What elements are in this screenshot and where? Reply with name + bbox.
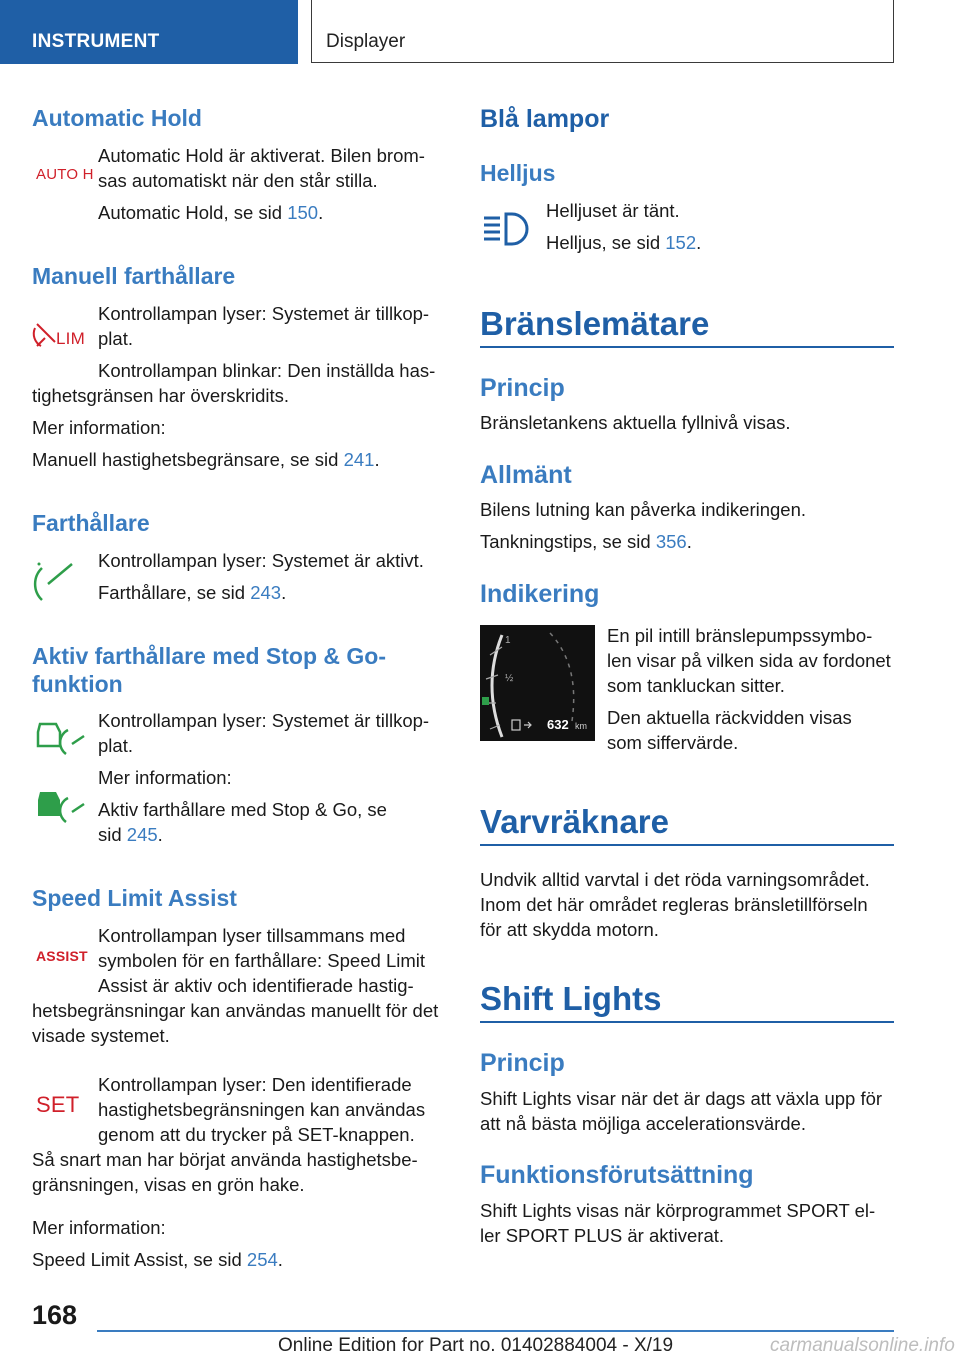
sla-ref bbox=[32, 1247, 283, 1272]
ref-text: Speed Limit Assist, se sid bbox=[32, 1249, 247, 1270]
set-icon: SET bbox=[36, 1092, 80, 1117]
gauge-range-value: 632 bbox=[547, 717, 569, 732]
shift-p1: Shift Lights visar när det är dags att växla upp för bbox=[480, 1088, 883, 1109]
heading-rule bbox=[480, 346, 894, 348]
page-number: 168 bbox=[32, 1300, 78, 1330]
ref-end: . bbox=[318, 202, 324, 223]
acc-l2: plat. bbox=[98, 735, 133, 756]
heading-acc-2: funktion bbox=[32, 671, 123, 697]
heading-fuel-indication: Indikering bbox=[480, 580, 600, 608]
auto-hold-text-1: Automatic Hold är aktiverat. Bilen brom‐ bbox=[98, 145, 425, 166]
high-beam-l1: Helljuset är tänt. bbox=[546, 200, 680, 221]
sla-l5: visade systemet. bbox=[32, 1025, 170, 1046]
acc-ref-2 bbox=[98, 822, 163, 847]
indication-l1: En pil intill bränslepumpssymbo‐ bbox=[607, 625, 873, 646]
cruise-control-icon bbox=[36, 558, 78, 604]
heading-speed-limit-assist: Speed Limit Assist bbox=[32, 885, 237, 911]
heading-acc-1: Aktiv farthållare med Stop & Go- bbox=[32, 643, 387, 669]
ref-text: Farthållare, se sid bbox=[98, 582, 251, 603]
ref-end: . bbox=[696, 232, 702, 253]
tacho-l2: Inom det här området regleras bränsletillförseln bbox=[480, 894, 868, 915]
heading-fuel-gauge: Bränslemätare bbox=[480, 305, 710, 342]
manual-cruise-l4: tighetsgränsen har överskridits. bbox=[32, 385, 290, 406]
page-link-356[interactable]: 356 bbox=[655, 531, 687, 552]
heading-rule bbox=[480, 1021, 894, 1023]
page-header-title: Displayer bbox=[326, 31, 406, 52]
manual-cruise-l1: Kontrollampan lyser: Systemet är tillkop‐ bbox=[98, 303, 430, 324]
manual-cruise-ref bbox=[32, 447, 380, 472]
heading-rule bbox=[480, 844, 894, 846]
heading-automatic-hold: Automatic Hold bbox=[32, 105, 202, 131]
heading-cruise: Farthållare bbox=[32, 510, 150, 536]
sla-s1: Kontrollampan lyser: Den identifierade bbox=[98, 1074, 412, 1095]
heading-shift-lights: Shift Lights bbox=[480, 980, 662, 1017]
gauge-top-label: 1 bbox=[505, 635, 511, 646]
lim-label: LIM bbox=[56, 329, 85, 348]
acc-l1: Kontrollampan lyser: Systemet är tillkop‐ bbox=[98, 710, 430, 731]
tacho-l3: för att skydda motorn. bbox=[480, 919, 659, 940]
auto-hold-ref bbox=[98, 200, 323, 225]
high-beam-icon bbox=[482, 212, 532, 248]
section-tab bbox=[0, 0, 298, 64]
sla-more: Mer information: bbox=[32, 1217, 166, 1238]
auto-hold-text-2: sas automatiskt när den står stilla. bbox=[98, 170, 378, 191]
indication-l2: len visar på vilken sida av fordonet bbox=[607, 650, 891, 671]
heading-fuel-principle: Princip bbox=[480, 374, 565, 402]
fuel-general-text: Bilens lutning kan påverka indikeringen. bbox=[480, 499, 807, 520]
cruise-l1: Kontrollampan lyser: Systemet är aktivt. bbox=[98, 550, 424, 571]
heading-high-beam: Helljus bbox=[480, 160, 556, 186]
indication-l4: Den aktuella räckvidden visas bbox=[607, 707, 852, 728]
sla-s4: Så snart man har börjat använda hastighetsbe‐ bbox=[32, 1149, 418, 1170]
ref-end: . bbox=[157, 824, 163, 845]
tacho-l1: Undvik alltid varvtal i det röda varningsområdet. bbox=[480, 869, 870, 890]
footer-rule bbox=[97, 1330, 894, 1332]
sla-l2: symbolen för en farthållare: Speed Limit bbox=[98, 950, 426, 971]
page-link-243[interactable]: 243 bbox=[250, 582, 282, 603]
heading-manual-cruise: Manuell farthållare bbox=[32, 263, 236, 289]
acc-more: Mer information: bbox=[98, 767, 232, 788]
sla-s2: hastighetsbegränsningen kan användas bbox=[98, 1099, 426, 1120]
sla-s5: gränsningen, visas en grön hake. bbox=[32, 1174, 305, 1195]
section-label: INSTRUMENT bbox=[32, 31, 160, 52]
page-link-152[interactable]: 152 bbox=[665, 232, 697, 253]
sla-l3: Assist är aktiv och identifierade hastig‐ bbox=[98, 975, 414, 996]
ref-text: Helljus, se sid bbox=[546, 232, 666, 253]
assist-icon: ASSIST bbox=[36, 948, 88, 964]
page-link-241[interactable]: 241 bbox=[343, 449, 375, 470]
active-cruise-vehicle-icon bbox=[36, 788, 86, 828]
shift-r2: ler SPORT PLUS är aktiverat. bbox=[480, 1225, 725, 1246]
auto-hold-icon: AUTO H bbox=[36, 166, 94, 183]
sla-l4: hetsbegränsningar kan användas manuellt för det bbox=[32, 1000, 439, 1021]
gauge-range-unit: km bbox=[575, 721, 587, 731]
fuel-tips-ref bbox=[480, 529, 692, 554]
page-link-254[interactable]: 254 bbox=[246, 1249, 278, 1270]
gauge-half-label: ½ bbox=[505, 673, 514, 684]
shift-r1: Shift Lights visas när körprogrammet SPORT el‐ bbox=[480, 1200, 876, 1221]
shift-p2: att nå bästa möjliga accelerationsvärde. bbox=[480, 1113, 806, 1134]
page-header bbox=[311, 0, 894, 63]
heading-tachometer: Varvräknare bbox=[480, 803, 669, 840]
ref-text: Tankningstips, se sid bbox=[480, 531, 656, 552]
cruise-ref bbox=[98, 580, 286, 605]
high-beam-ref bbox=[546, 230, 701, 255]
ref-text: Manuell hastighetsbegränsare, se sid bbox=[32, 449, 344, 470]
watermark: carmanualsonline.info bbox=[770, 1335, 955, 1356]
ref-end: . bbox=[686, 531, 692, 552]
ref-end: . bbox=[374, 449, 380, 470]
footer-edition: Online Edition for Part no. 01402884004 - X/19 bbox=[278, 1335, 674, 1356]
manual-cruise-l2: plat. bbox=[98, 328, 133, 349]
manual-cruise-l3: Kontrollampan blinkar: Den inställda has‐ bbox=[98, 360, 436, 381]
indication-l3: som tankluckan sitter. bbox=[607, 675, 785, 696]
heading-fuel-general: Allmänt bbox=[480, 461, 572, 489]
ref-end: . bbox=[277, 1249, 283, 1270]
sla-l1: Kontrollampan lyser tillsammans med bbox=[98, 925, 406, 946]
ref-text: sid bbox=[98, 824, 127, 845]
ref-end: . bbox=[281, 582, 287, 603]
page-link-245[interactable]: 245 bbox=[126, 824, 158, 845]
heading-blue-lamps: Blå lampor bbox=[480, 105, 610, 133]
heading-shift-requirement: Funktionsförutsättning bbox=[480, 1161, 754, 1189]
sla-s3: genom att du trycker på SET-knappen. bbox=[98, 1124, 415, 1145]
page-link-150[interactable]: 150 bbox=[287, 202, 319, 223]
fuel-principle-text: Bränsletankens aktuella fyllnivå visas. bbox=[480, 412, 791, 433]
active-cruise-icon bbox=[36, 718, 86, 758]
heading-shift-principle: Princip bbox=[480, 1049, 565, 1077]
manual-cruise-more: Mer information: bbox=[32, 417, 166, 438]
speed-limiter-icon bbox=[35, 320, 57, 348]
acc-ref-1: Aktiv farthållare med Stop & Go, se bbox=[98, 799, 387, 820]
fuel-gauge-image bbox=[480, 625, 595, 741]
ref-text: Automatic Hold, se sid bbox=[98, 202, 288, 223]
indication-l5: som siffervärde. bbox=[607, 732, 739, 753]
